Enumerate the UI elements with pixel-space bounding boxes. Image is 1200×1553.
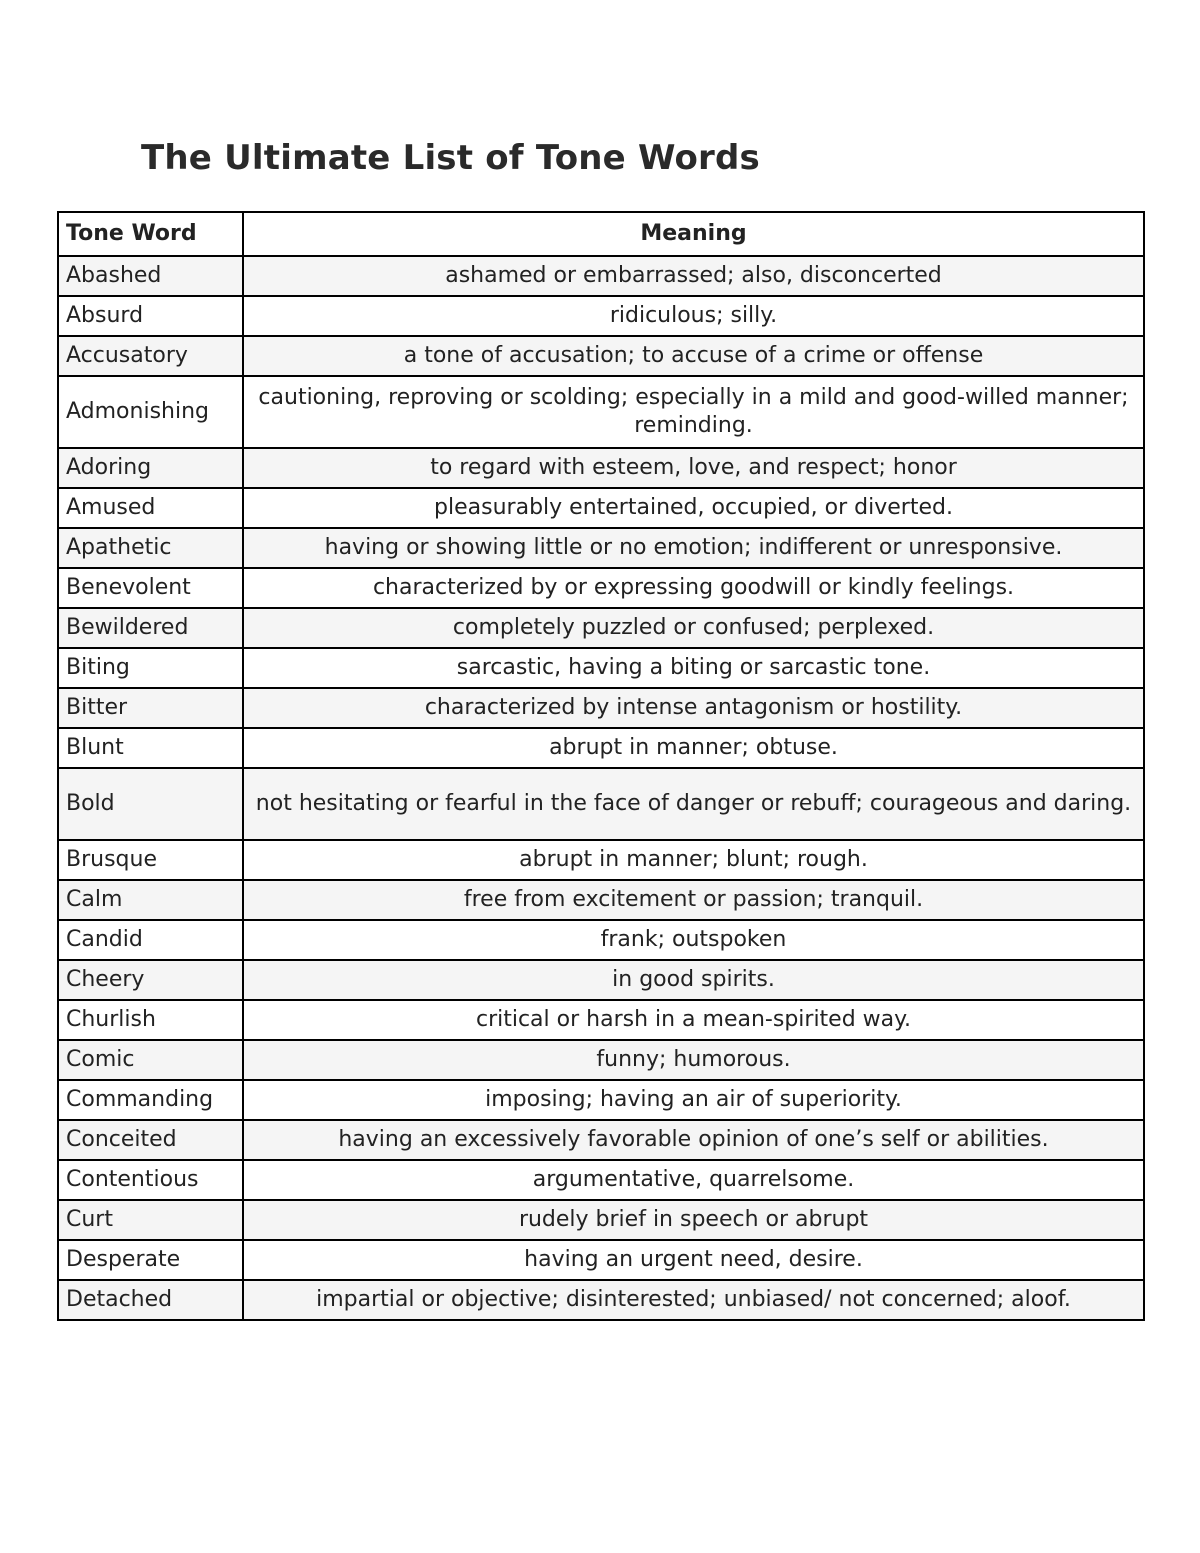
table-row xyxy=(58,1040,1144,1080)
table-row xyxy=(58,840,1144,880)
tone-word-cell: Commanding xyxy=(58,1080,243,1120)
tone-word-cell: Comic xyxy=(58,1040,243,1080)
tone-word-cell: Absurd xyxy=(58,296,243,336)
table-row xyxy=(58,528,1144,568)
tone-word-cell: Bitter xyxy=(58,688,243,728)
tone-word-cell: Accusatory xyxy=(58,336,243,376)
tone-word-cell: Contentious xyxy=(58,1160,243,1200)
table-row xyxy=(58,296,1144,336)
tone-word-cell: Apathetic xyxy=(58,528,243,568)
meaning-cell: free from excitement or passion; tranquil. xyxy=(243,880,1144,920)
table-row xyxy=(58,728,1144,768)
table-row xyxy=(58,376,1144,448)
tone-word-cell: Conceited xyxy=(58,1120,243,1160)
meaning-cell: impartial or objective; disinterested; unbiased/ not concerned; aloof. xyxy=(243,1280,1144,1320)
meaning-cell: characterized by or expressing goodwill or kindly feelings. xyxy=(243,568,1144,608)
table-row xyxy=(58,920,1144,960)
table-row xyxy=(58,1280,1144,1320)
meaning-cell: having or showing little or no emotion; indifferent or unresponsive. xyxy=(243,528,1144,568)
tone-word-cell: Curt xyxy=(58,1200,243,1240)
meaning-cell: ridiculous; silly. xyxy=(243,296,1144,336)
tone-word-cell: Cheery xyxy=(58,960,243,1000)
tone-word-cell: Amused xyxy=(58,488,243,528)
tone-word-cell: Candid xyxy=(58,920,243,960)
meaning-cell: argumentative, quarrelsome. xyxy=(243,1160,1144,1200)
meaning-cell: pleasurably entertained, occupied, or diverted. xyxy=(243,488,1144,528)
table-row xyxy=(58,1160,1144,1200)
table-row xyxy=(58,608,1144,648)
meaning-cell: frank; outspoken xyxy=(243,920,1144,960)
table-row xyxy=(58,336,1144,376)
table-row xyxy=(58,1200,1144,1240)
table-row xyxy=(58,648,1144,688)
table-row xyxy=(58,488,1144,528)
meaning-cell: in good spirits. xyxy=(243,960,1144,1000)
meaning-cell: having an urgent need, desire. xyxy=(243,1240,1144,1280)
table-row xyxy=(58,880,1144,920)
table-row xyxy=(58,1000,1144,1040)
meaning-cell: rudely brief in speech or abrupt xyxy=(243,1200,1144,1240)
table-row xyxy=(58,960,1144,1000)
table-row xyxy=(58,768,1144,840)
meaning-cell: sarcastic, having a biting or sarcastic tone. xyxy=(243,648,1144,688)
tone-word-cell: Bold xyxy=(58,768,243,840)
table-row xyxy=(58,1120,1144,1160)
column-header-meaning: Meaning xyxy=(243,212,1144,256)
tone-word-cell: Benevolent xyxy=(58,568,243,608)
tone-word-cell: Biting xyxy=(58,648,243,688)
meaning-cell: ashamed or embarrassed; also, disconcerted xyxy=(243,256,1144,296)
meaning-cell: abrupt in manner; obtuse. xyxy=(243,728,1144,768)
meaning-cell: a tone of accusation; to accuse of a crime or offense xyxy=(243,336,1144,376)
tone-word-cell: Calm xyxy=(58,880,243,920)
table-row xyxy=(58,688,1144,728)
tone-word-cell: Admonishing xyxy=(58,376,243,448)
table-row xyxy=(58,1240,1144,1280)
tone-word-cell: Blunt xyxy=(58,728,243,768)
table-row xyxy=(58,568,1144,608)
page-title: The Ultimate List of Tone Words xyxy=(141,138,760,178)
tone-word-cell: Abashed xyxy=(58,256,243,296)
table-row xyxy=(58,448,1144,488)
meaning-cell: cautioning, reproving or scolding; especially in a mild and good-willed manner; reminding. xyxy=(243,376,1144,448)
meaning-cell: characterized by intense antagonism or hostility. xyxy=(243,688,1144,728)
meaning-cell: imposing; having an air of superiority. xyxy=(243,1080,1144,1120)
column-header-tone-word: Tone Word xyxy=(58,212,243,256)
tone-word-cell: Churlish xyxy=(58,1000,243,1040)
header-row xyxy=(58,212,1144,256)
tone-word-cell: Brusque xyxy=(58,840,243,880)
table-header xyxy=(58,212,1144,256)
table-row xyxy=(58,1080,1144,1120)
tone-words-table xyxy=(57,211,1145,1321)
meaning-cell: abrupt in manner; blunt; rough. xyxy=(243,840,1144,880)
table-body xyxy=(58,256,1144,1320)
tone-word-cell: Detached xyxy=(58,1280,243,1320)
meaning-cell: not hesitating or fearful in the face of danger or rebuff; courageous and daring. xyxy=(243,768,1144,840)
meaning-cell: to regard with esteem, love, and respect; honor xyxy=(243,448,1144,488)
tone-word-cell: Desperate xyxy=(58,1240,243,1280)
meaning-cell: critical or harsh in a mean-spirited way. xyxy=(243,1000,1144,1040)
tone-word-cell: Bewildered xyxy=(58,608,243,648)
meaning-cell: funny; humorous. xyxy=(243,1040,1144,1080)
tone-word-cell: Adoring xyxy=(58,448,243,488)
meaning-cell: having an excessively favorable opinion of one’s self or abilities. xyxy=(243,1120,1144,1160)
meaning-cell: completely puzzled or confused; perplexed. xyxy=(243,608,1144,648)
table-row xyxy=(58,256,1144,296)
